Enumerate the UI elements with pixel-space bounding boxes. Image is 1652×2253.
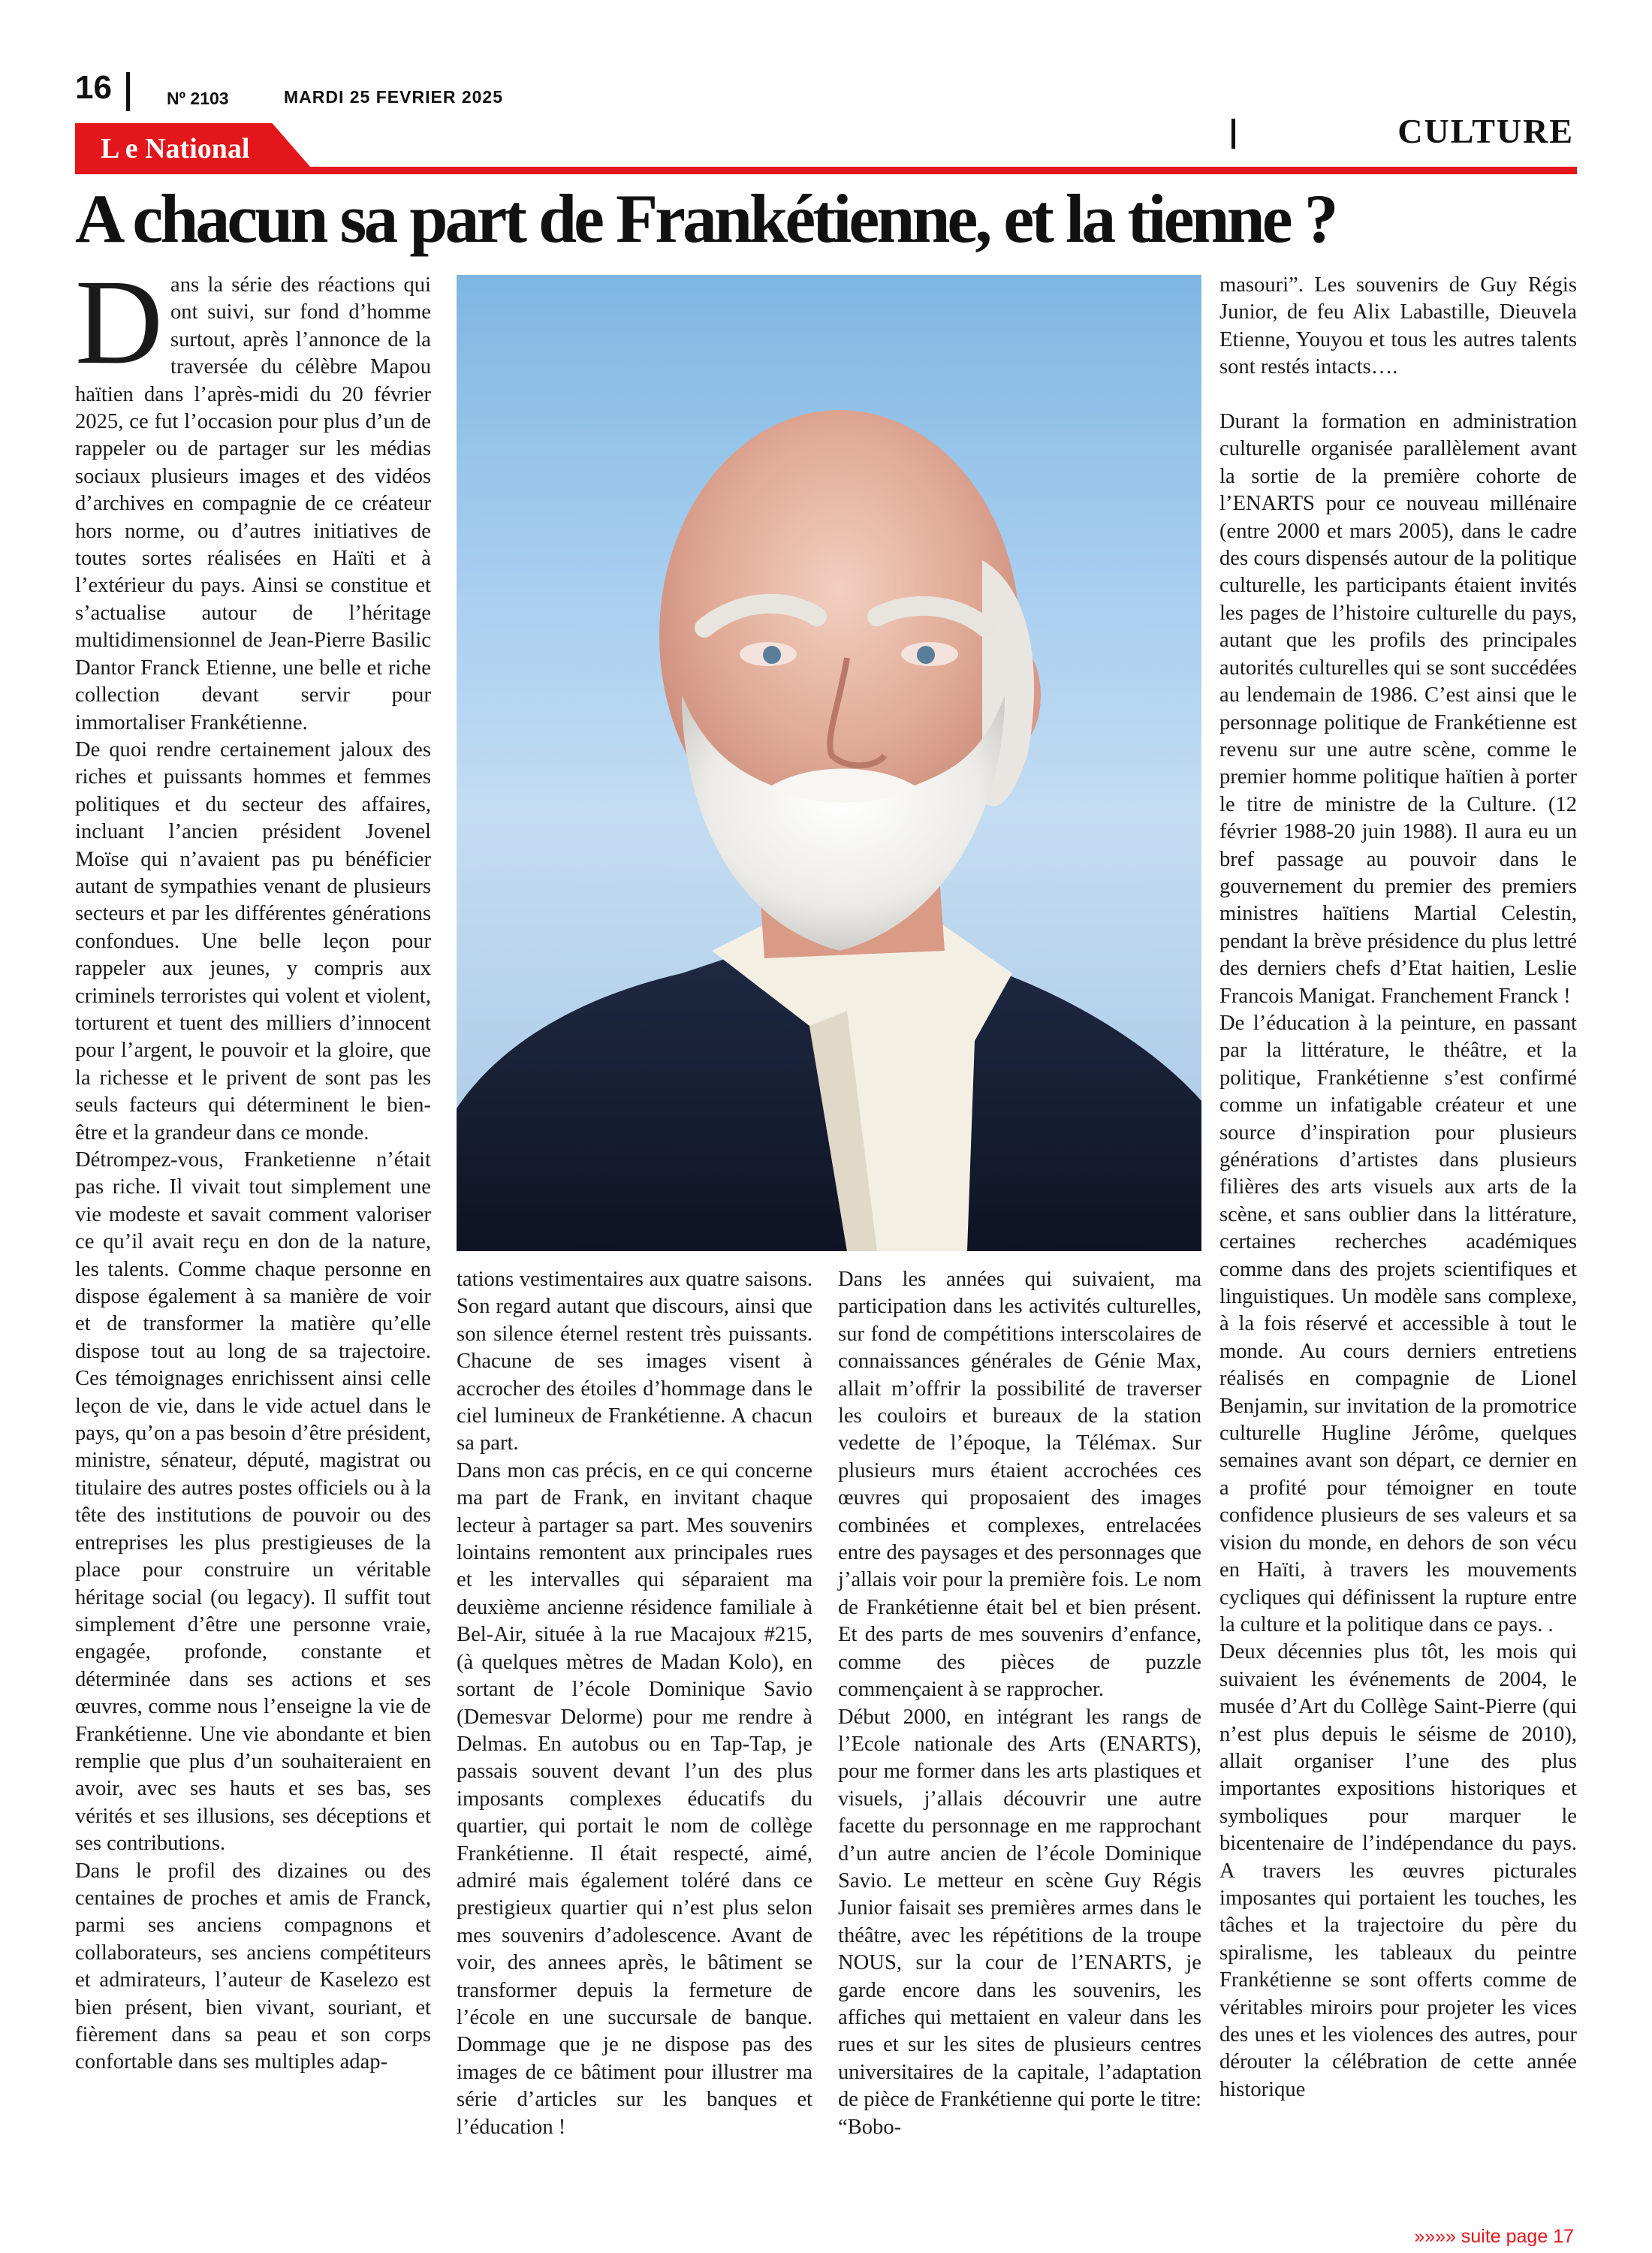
- brand-name: L e National: [101, 133, 250, 164]
- column-2-paragraph-2: Dans mon cas précis, en ce qui concerne ma part de Frank, en invitant chaque lecteur à partager sa part. Mes souvenirs lointains remontent aux principales rues et les intervalles qui séparaient ma deuxième ancienne résidence familiale à Bel-Air, située à la rue Macajoux #215, (à quelques mètres de Madan Kolo), en sortant de l’école Dominique Savio (Demesvar Delorme) pour me rendre à Delmas. En autobus ou en Tap-Tap, je passais souvent devant l’un des plus imposants complexes éducatifs du quartier, qui portait le nom de collège Frankétienne. Il était respecté, aimé, admiré mais également toléré dans ce prestigieux quartier qui n’est plus selon mes souvenirs d’adolescence. Avant de voir, des annees après, le bâtiment se transformer depuis la fermeture de l’école en une succursale de banque. Dommage que je ne dispose pas des images de ce bâtiment pour illustrer ma série d’articles sur les banques et l’éducation !: [457, 1458, 812, 2139]
- column-4-paragraph-3: De l’éducation à la peinture, en passant par la littérature, le théâtre, et la politique, Frankétienne s’est confirmé comme un infatigable créateur et une source d’inspiration pour plusieurs générations d’artistes dans plusieurs filières des arts visuels aux arts de la scène, et sans oublier dans la littérature, certaines recherches académiques comme dans des projets scientifiques et linguistiques. Un modèle sans complexe, à la fois réservé et accessible à tout le monde. Au cours derniers entretiens réalisés en compagnie de Lionel Benjamin, sur invitation de la promotrice culturelle Hugline Jérôme, quelques semaines avant son départ, ce dernier en a profité pour témoigner en toute confidence plusieurs de ses valeurs et sa vision du monde, en dehors de son vécu en Haïti, à travers les mouvements cycliques qui définissent la rupture entre la culture et la politique dans ce pays. .: [1219, 1011, 1577, 1636]
- header-rule: [75, 167, 1577, 174]
- section-divider: [1231, 119, 1235, 149]
- article-column-2: [457, 1266, 812, 2141]
- issue-number: Nº 2103: [167, 89, 229, 108]
- column-2-paragraph-1: tations vestimentaires aux quatre saisons. Son regard autant que discours, ainsi que son silence éternel restent très puissants. Chacune de ses images visent à accrocher des étoiles d’hommage dans le ciel lumineux de Frankétienne. A chacun sa part.: [457, 1268, 812, 1455]
- column-4-paragraph-4: Deux décennies plus tôt, les mois qui suivaient les événements de 2004, le musée d’Art du Collège Saint-Pierre (qui n’est plus depuis le séisme de 2010), allait organiser l’une des plus importantes expositions historiques et symboliques pour marquer le bicentenaire de l’indépendance du pays. A travers les œuvres picturales imposantes qui portaient les touches, les tâches et la trajectoire du père du spiralisme, les tableaux du peintre Frankétienne se sont offerts comme de véritables miroirs pour projeter les vices des unes et les violences des autres, pour dérouter la célébration de cette année historique: [1219, 1640, 1577, 2101]
- column-1-paragraph-2: De quoi rendre certainement jaloux des riches et puissants hommes et femmes politiques et du secteur des affaires, incluant l’ancien président Jovenel Moïse qui n’avaient pas pu bénéficier autant de sympathies venant de plusieurs secteurs et par les différentes générations confondues. Une belle leçon pour rappeler aux jeunes, y compris aux criminels terroristes qui volent et violent, torturent et tuent des milliers d’innocent pour l’argent, le pouvoir et la gloire, que la richesse et le privent de sont pas les seuls facteurs qui déterminent le bien-être et la grandeur dans ce monde.: [75, 737, 431, 1145]
- article-column-3: [838, 1266, 1201, 2141]
- page-number-divider: [126, 72, 130, 111]
- column-1-paragraph-3: Détrompez-vous, Franketienne n’était pas riche. Il vivait tout simplement une vie modeste et savait comment valoriser ce qu’il avait reçu en don de la nature, les talents. Comme chaque personne en dispose également à sa manière de voir et de transformer la matière qu’elle dispose tout au long de sa trajectoire. Ces témoignages enrichissent ainsi celle leçon de vie, dans le vide actuel dans le pays, qu’on a pas besoin d’être président, ministre, sénateur, député, magistrat ou titulaire des autres postes officiels ou à la tête des institutions de pouvoir ou des entreprises les plus prestigieuses de la place pour construire un véritable héritage social (ou legacy). Il suffit tout simplement d’être une personne vraie, engagée, profonde, constante et déterminée dans ses actions et ses œuvres, comme nous l’enseigne la vie de Frankétienne. Une vie abondante et bien remplie que plus d’un souhaiteraient en avoir, avec ses hauts et ses bas, ses vérités et ses illusions, ses déceptions et ses contributions.: [75, 1148, 431, 1856]
- column-3-paragraph-1: Dans les années qui suivaient, ma participation dans les activités culturelles, sur fond de compétitions interscolaires de connaissances générales de Génie Max, allait m’offrir la possibilité de traverser les couloirs et bureaux de la station vedette de l’époque, la Télémax. Sur plusieurs murs étaient accrochées ces œuvres qui proposaient des images combinées et complexes, entrelacées entre des paysages et des personnages que j’allais voir pour la première fois. Le nom de Frankétienne était bel et bien présent. Et des parts de mes souvenirs d’enfance, comme des pièces de puzzle commençaient à se rapprocher.: [838, 1268, 1201, 1702]
- drop-cap: D: [75, 255, 163, 390]
- article-headline: A chacun sa part de Frankétienne, et la tienne ?: [75, 180, 1336, 257]
- column-1-paragraph-1: [75, 255, 431, 737]
- section-title: CULTURE: [1397, 112, 1574, 150]
- paragraph-text: ans la série des réactions qui ont suivi, sur fond d’homme surtout, après l’annonce de la traversée du célèbre Mapou haïtien dans l’après-midi du 20 février 2025, ce fut l’occasion pour plus d’un de rappeler ou de partager sur les médias sociaux plusieurs images et des vidéos d’archives en compagnie de ce créateur hors norme, ou d’autres initiatives de toutes sortes réalisées en Haïti et à l’extérieur du pays. Ainsi se constitue et s’actualise autour de l’héritage multidimensionnel de Jean-Pierre Basilic Dantor Franck Etienne, une belle et riche collection devant servir pour immortaliser Frankétienne.: [75, 273, 431, 734]
- column-1-paragraph-4: Dans le profil des dizaines ou des centaines de proches et amis de Franck, parmi ses anciens compagnons et collaborateurs, ses anciens compétiteurs et admirateurs, l’auteur de Kaselezo est bien présent, bien vivant, souriant, et fièrement dans sa peau et son corps confortable dans ses multiples adap-: [75, 1859, 431, 2074]
- column-4-paragraph-1: masouri”. Les souvenirs de Guy Régis Junior, de feu Alix Labastille, Dieuvela Etienne, Youyou et tous les autres talents sont restés intacts….: [1219, 273, 1577, 379]
- column-3-paragraph-2: Début 2000, en intégrant les rangs de l’Ecole nationale des Arts (ENARTS), pour me former dans les arts plastiques et visuels, j’allais découvrir une autre facette du personnage en me rapprochant d’un autre ancien de l’école Dominique Savio. Le metteur en scène Guy Régis Junior faisait ses premières armes dans le théâtre, avec les répétitions de la troupe NOUS, sur la cour de l’ENARTS, je garde encore dans les souvenirs, les affiches qui mettaient en valeur dans les rues et sur les sites de plusieurs centres universitaires de la capitale, l’adaptation de pièce de Frankétienne qui porte le titre: “Bobo-: [838, 1705, 1201, 2139]
- article-column-4: [1219, 272, 1577, 2104]
- issue-date: MARDI 25 FEVRIER 2025: [284, 87, 503, 107]
- page-number: 16: [75, 69, 112, 106]
- portrait-photo: [457, 275, 1201, 1251]
- continuation-link[interactable]: »»»» suite page 17: [1414, 2226, 1574, 2247]
- column-4-spacer: [1219, 382, 1577, 409]
- column-4-paragraph-2: Durant la formation en administration culturelle organisée parallèlement avant la sortie de la première cohorte de l’ENARTS pour ce nouveau millénaire (entre 2000 et mars 2005), dans le cadre des cours dispensés autour de la politique culturelle, les participants étaient invités les pages de l’histoire culturelle du pays, autant que les profils des principales autorités culturelles qui se sont succédées au lendemain de 1986. C’est ainsi que le personnage politique de Frankétienne est revenu sur une autre scène, comme le premier homme politique haïtien à porter le titre de ministre de la Culture. (12 février 1988-20 juin 1988). Il aura eu un bref passage au pouvoir dans le gouvernement du premier des premiers ministres haïtiens Martial Celestin, pendant la brève présidence du plus lettré des derniers chefs d’Etat haitien, Leslie Francois Manigat. Franchement Franck !: [1219, 410, 1577, 1008]
- article-column-1: [75, 255, 431, 2077]
